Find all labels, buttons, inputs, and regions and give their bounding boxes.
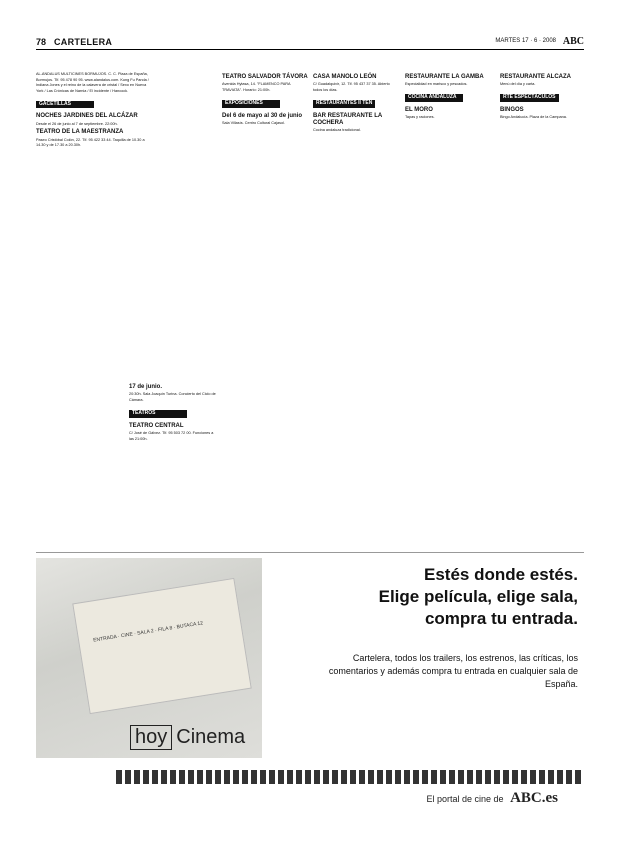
item-title: RESTAURANTE ALCAZA	[500, 74, 571, 80]
ad-headline-line: Elige película, elige sala,	[378, 587, 578, 606]
film-strip-decoration	[116, 770, 584, 784]
item-title: 17 de junio.	[129, 384, 163, 390]
item-title: EL MORO	[405, 106, 433, 113]
section-bar: COCINA ANDALUZA	[405, 94, 463, 102]
section-bar: TEATROS	[129, 410, 187, 418]
item-text: Menú del día y carta.	[500, 82, 536, 87]
ad-headline-line: Estés donde estés.	[423, 565, 578, 584]
item-text: C/ Guadalquivir, 12. Tlf. 95 437 37 35. Abierto todos los días.	[313, 82, 390, 92]
portal-text: El portal de cine de	[426, 794, 504, 804]
item-title: TEATRO CENTRAL	[129, 422, 184, 429]
item-text: Desde el 26 de junio al 7 de septiembre. 22:00h.	[36, 121, 118, 126]
section-bar: EXPOSICIONES	[222, 100, 280, 108]
ticket-text: ENTRADA · CINE · SALA 2 · FILA 8 · BUTACA 12	[92, 620, 204, 644]
item-text: 20:30h. Sala Joaquín Turina. Concierto del Ciclo de Cámara.	[129, 392, 216, 402]
ad-headline	[379, 564, 578, 630]
ad-divider	[36, 552, 584, 553]
ad-headline-line: compra tu entrada.	[424, 609, 578, 628]
item-title: BINGOS	[500, 106, 524, 113]
item-title: TEATRO SALVADOR TÁVORA	[222, 74, 308, 80]
ad-body: Cartelera, todos los trailers, los estrenos, las críticas, los comentarios y además compra tu entrada en cualquier sala de España.	[328, 653, 578, 689]
column-5	[405, 72, 493, 542]
column-6	[500, 72, 584, 542]
item-title: NOCHES JARDINES DEL ALCÁZAR	[36, 113, 138, 120]
item-title: RESTAURANTE LA GAMBA	[405, 74, 484, 80]
item-text: Cocina andaluza tradicional.	[313, 127, 361, 132]
section-bar: RTE ESPECTÁCULOS	[500, 94, 559, 102]
column-3	[222, 72, 308, 542]
hoycinema-logo	[116, 720, 255, 754]
page-number: 78	[36, 37, 47, 47]
item-text: Paseo Cristóbal Colón, 22. Tlf. 95 422 33 44. Taquilla de 10.30 a 14.30 y de 17.30 a 20.30h.	[36, 137, 145, 148]
item-text: Sala Villasís. Centro Cultural Cajasol.	[222, 120, 286, 125]
item-title: TEATRO DE LA MAESTRANZA	[36, 129, 124, 136]
item-text: Tapas y raciones.	[405, 115, 435, 120]
hoycinema-box: hoy	[130, 725, 172, 750]
ad-portal	[427, 790, 559, 807]
item-title: Del 6 de mayo al 30 de junio	[222, 112, 303, 119]
page-date: MARTES 17 · 6 · 2008	[495, 38, 556, 44]
item-title: BAR RESTAURANTE LA COCHERA	[313, 112, 382, 126]
column-4	[313, 72, 399, 542]
hoycinema-word: Cinema	[176, 725, 246, 748]
portal-brand: ABC.es	[510, 790, 558, 806]
section-title: CARTELERA	[54, 37, 113, 47]
section-bar: RESTAURANTES II TEN	[313, 100, 375, 108]
item-text: C/ José de Gálvez. Tlf. 95 503 72 00. Funciones a las 21:00h.	[129, 430, 214, 441]
item-text: Especialidad en marisco y pescados.	[405, 82, 468, 87]
page-header	[36, 37, 584, 50]
item-text: Avenida Hytasa, 14. "FLAMENCO PARA TRAVIATA". Horario: 21:00h.	[222, 82, 291, 92]
item-text: Bingo Andalucía. Plaza de la Campana.	[500, 115, 567, 120]
section-bar: GACETILLAS	[36, 101, 94, 109]
cinema-advertisement	[36, 558, 584, 810]
item-title: CASA MANOLO LEÓN	[313, 74, 377, 80]
intro-text: AL-ÁNDALUS MULTICINES BORMUJOS. C. C. Plaza de España, Bormujos. Tlf. 95 478 90 95. www.alandalus.com. Kung Fu Panda / Indiana Jones y el reino de la calavera de cristal / Sexo en Nueva York / Las Crónicas de Narnia / El incidente / Hancock.	[36, 72, 149, 93]
column-2	[129, 382, 217, 542]
brand-logo: ABC	[562, 36, 584, 47]
